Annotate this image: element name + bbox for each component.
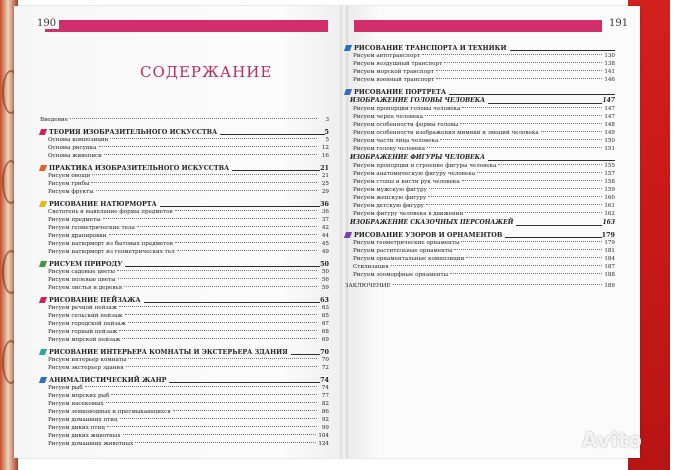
toc-section-page: 50 bbox=[320, 259, 329, 268]
toc-entry-page: 181 bbox=[604, 248, 615, 254]
dot-leader bbox=[106, 402, 317, 403]
toc-section-heading bbox=[40, 375, 329, 384]
dot-leader bbox=[429, 188, 602, 189]
dot-leader bbox=[128, 322, 317, 323]
toc-entry bbox=[345, 76, 615, 84]
toc-entry bbox=[40, 356, 329, 364]
toc-entry-label: Рисуем диких животных bbox=[48, 433, 121, 439]
dot-leader bbox=[119, 306, 317, 307]
dot-leader bbox=[70, 118, 317, 119]
toc-entry-label: Рисуем грибы bbox=[48, 181, 90, 187]
toc-entry-page: 147 bbox=[604, 106, 615, 112]
toc-section bbox=[40, 127, 329, 160]
toc-section-title: ТЕОРИЯ ИЗОБРАЗИТЕЛЬНОГО ИСКУССТВА bbox=[49, 127, 218, 136]
toc-section-title: РИСОВАНИЕ ПЕЙЗАЖА bbox=[49, 295, 141, 304]
toc-section-page: 74 bbox=[320, 375, 329, 384]
section-color-marker bbox=[39, 201, 47, 207]
toc-entry-page: 59 bbox=[321, 285, 329, 291]
toc-entry bbox=[40, 328, 329, 336]
dot-leader bbox=[461, 241, 602, 242]
toc-entry bbox=[40, 320, 329, 328]
toc-entry-page: 68 bbox=[321, 329, 329, 335]
dot-leader bbox=[460, 123, 602, 124]
heading-rule bbox=[169, 377, 320, 383]
section-color-marker bbox=[39, 165, 47, 171]
toc-entry-label: Рисуем земноводных и пресмыкающихся bbox=[48, 409, 171, 415]
toc-entry-page: 184 bbox=[604, 256, 615, 262]
toc-entry bbox=[40, 248, 329, 256]
toc-entry bbox=[345, 282, 615, 290]
section-color-marker bbox=[344, 45, 352, 51]
heading-rule bbox=[488, 98, 602, 104]
toc-entry-page: 16 bbox=[321, 153, 329, 159]
toc-section-heading bbox=[40, 163, 329, 172]
toc-entry-label: Рисуем воздушный транспорт bbox=[353, 61, 443, 67]
toc-entry-label: Введение bbox=[40, 117, 69, 123]
heading-rule bbox=[220, 129, 324, 135]
right-page-number: 191 bbox=[606, 18, 631, 29]
toc-entry bbox=[40, 240, 329, 248]
dot-leader bbox=[107, 426, 317, 427]
toc-entry-page: 36 bbox=[321, 209, 329, 215]
toc-entry-label: Рисуем орнаментальные композиции bbox=[353, 256, 465, 262]
toc-section-heading bbox=[345, 230, 615, 239]
toc-entry-page: 82 bbox=[321, 401, 329, 407]
dot-leader bbox=[444, 62, 602, 63]
toc-section bbox=[40, 295, 329, 344]
dot-leader bbox=[477, 172, 602, 173]
toc-entry-page: 160 bbox=[604, 195, 615, 201]
toc-entry bbox=[345, 113, 615, 121]
toc-entry-page: 187 bbox=[604, 264, 615, 270]
toc-entry bbox=[345, 178, 615, 186]
toc-entry-page: 130 bbox=[604, 53, 615, 59]
toc-entry-page: 3 bbox=[325, 117, 329, 123]
dot-leader bbox=[122, 338, 317, 339]
dot-leader bbox=[465, 212, 602, 213]
toc-entry bbox=[40, 364, 329, 372]
toc-entry-label: Рисуем фрукты bbox=[48, 189, 94, 195]
toc-entry bbox=[345, 202, 615, 210]
toc-entry bbox=[345, 68, 615, 76]
toc-entry bbox=[345, 263, 615, 271]
toc-entry-page: 99 bbox=[321, 425, 329, 431]
toc-entry-page: 86 bbox=[321, 409, 329, 415]
toc-entry-page: 29 bbox=[321, 189, 329, 195]
toc-entry bbox=[40, 336, 329, 344]
toc-entry-label: Рисуем морской транспорт bbox=[353, 69, 434, 75]
toc-right-column bbox=[345, 40, 615, 290]
left-header-bar bbox=[45, 20, 328, 32]
toc-entry bbox=[345, 129, 615, 137]
toc-entry-label: Рисуем детскую фигуру bbox=[353, 203, 424, 209]
toc-section bbox=[40, 259, 329, 292]
toc-entry-page: 188 bbox=[604, 272, 615, 278]
toc-entry-page: 162 bbox=[604, 211, 615, 217]
toc-subsection-title: ИЗОБРАЖЕНИЕ ГОЛОВЫ ЧЕЛОВЕКА bbox=[350, 96, 486, 104]
toc-entry-label: Стилизация bbox=[353, 264, 389, 270]
toc-entry-label: Рисуем геометрические тела bbox=[48, 225, 135, 231]
toc-section bbox=[40, 199, 329, 256]
toc-subsection-title: ИЗОБРАЖЕНИЕ ФИГУРЫ ЧЕЛОВЕКА bbox=[350, 153, 485, 161]
toc-section bbox=[40, 347, 329, 372]
dot-leader bbox=[436, 70, 603, 71]
dot-leader bbox=[99, 146, 318, 147]
toc-entry bbox=[40, 392, 329, 400]
toc-entry-label: Рисуем овощи bbox=[48, 173, 91, 179]
toc-entry bbox=[345, 105, 615, 113]
toc-entry bbox=[345, 255, 615, 263]
toc-section-title: РИСУЕМ ПРИРОДУ bbox=[49, 259, 123, 268]
toc-entry-label: Основы живописи bbox=[48, 153, 102, 159]
toc-entry-page: 70 bbox=[321, 357, 329, 363]
toc-section-heading bbox=[345, 87, 615, 96]
toc-entry-page: 138 bbox=[604, 61, 615, 67]
toc-section bbox=[345, 87, 615, 227]
dot-leader bbox=[422, 54, 602, 55]
dot-leader bbox=[103, 218, 317, 219]
dot-leader bbox=[110, 138, 317, 139]
toc-entry-label: Рисуем пропорции головы человека bbox=[353, 106, 461, 112]
toc-entry-page: 161 bbox=[604, 203, 615, 209]
toc-entry-label: Рисуем садовые цветы bbox=[48, 269, 115, 275]
toc-entry bbox=[345, 194, 615, 202]
toc-entry-label: Рисуем части лица человека bbox=[353, 138, 439, 144]
toc-entry-label: Рисуем женскую фигуру bbox=[353, 195, 427, 201]
dot-leader bbox=[124, 286, 317, 287]
toc-entry-page: 158 bbox=[604, 179, 615, 185]
toc-entry bbox=[40, 232, 329, 240]
toc-section-title: РИСОВАНИЕ УЗОРОВ И ОРНАМЕНТОВ bbox=[354, 230, 503, 239]
dot-leader bbox=[126, 366, 317, 367]
toc-entry-label: Рисуем диких птиц bbox=[48, 425, 105, 431]
toc-entry-label: Рисуем фигуру человека в движении bbox=[353, 211, 464, 217]
toc-entry-page: 21 bbox=[321, 173, 329, 179]
toc-entry bbox=[345, 137, 615, 145]
dot-leader bbox=[440, 139, 602, 140]
section-color-marker bbox=[39, 129, 47, 135]
toc-entry-page: 67 bbox=[321, 321, 329, 327]
toc-entry bbox=[40, 424, 329, 432]
section-color-marker bbox=[344, 232, 352, 238]
toc-section-title: АНИМАЛИСТИЧЕСКИЙ ЖАНР bbox=[49, 375, 167, 384]
toc-subsection-heading bbox=[350, 153, 615, 162]
toc-entry bbox=[345, 271, 615, 279]
toc-entry bbox=[40, 440, 329, 448]
dot-leader bbox=[427, 147, 602, 148]
toc-entry bbox=[345, 186, 615, 194]
toc-entry-label: Рисуем речной пейзаж bbox=[48, 305, 117, 311]
toc-entry-page: 159 bbox=[604, 187, 615, 193]
heading-rule bbox=[160, 201, 320, 207]
toc-section bbox=[345, 43, 615, 84]
toc-section-title: РИСОВАНИЕ НАТЮРМОРТА bbox=[49, 199, 157, 208]
toc-entry bbox=[345, 170, 615, 178]
toc-section-page: 63 bbox=[320, 295, 329, 304]
toc-entry-page: 104 bbox=[318, 433, 329, 439]
section-color-marker bbox=[39, 297, 47, 303]
toc-entry-page: 72 bbox=[321, 365, 329, 371]
toc-entry-page: 5 bbox=[325, 137, 329, 143]
toc-entry-page: 56 bbox=[321, 277, 329, 283]
toc-entry-page: 42 bbox=[321, 225, 329, 231]
toc-entry bbox=[40, 304, 329, 312]
toc-entry-page: 37 bbox=[321, 217, 329, 223]
section-color-marker bbox=[344, 89, 352, 95]
dot-leader bbox=[137, 226, 317, 227]
dot-leader bbox=[119, 330, 317, 331]
toc-entry-page: 146 bbox=[604, 77, 615, 83]
toc-entry-label: Рисуем череп человека bbox=[353, 114, 423, 120]
toc-entry bbox=[40, 284, 329, 292]
dot-leader bbox=[111, 394, 317, 395]
toc-entry bbox=[40, 416, 329, 424]
dot-leader bbox=[462, 180, 603, 181]
dot-leader bbox=[173, 410, 317, 411]
toc-entry-label: Рисуем интерьер комнаты bbox=[48, 357, 127, 363]
toc-entry-label: Основы композиции bbox=[48, 137, 109, 143]
toc-entry-label: Рисуем анатомическую фигуру человека bbox=[353, 171, 476, 177]
heading-rule bbox=[488, 155, 615, 161]
toc-title: СОДЕРЖАНИЕ bbox=[140, 63, 273, 81]
toc-entry-label: Рисуем натюрморт из бытовых предметов bbox=[48, 241, 173, 247]
toc-section-title: РИСОВАНИЕ ИНТЕРЬЕРА КОМНАТЫ И ЭКСТЕРЬЕРА ЗДАНИЯ bbox=[49, 347, 288, 356]
toc-entry-label: Рисуем домашних животных bbox=[48, 441, 134, 447]
toc-entry-label: Рисуем морской пейзаж bbox=[48, 337, 121, 343]
dot-leader bbox=[436, 78, 602, 79]
toc-entry bbox=[40, 188, 329, 196]
toc-entry-label: Рисуем сельский пейзаж bbox=[48, 313, 123, 319]
dot-leader bbox=[104, 154, 317, 155]
dot-leader bbox=[175, 210, 317, 211]
toc-entry bbox=[40, 208, 329, 216]
toc-entry bbox=[40, 268, 329, 276]
heading-rule bbox=[232, 165, 320, 171]
toc-section-title: ПРАКТИКА ИЗОБРАЗИТЕЛЬНОГО ИСКУССТВА bbox=[49, 163, 230, 172]
toc-section-heading bbox=[345, 43, 615, 52]
toc-entry-label: Рисуем насекомых bbox=[48, 401, 104, 407]
toc-entry bbox=[40, 400, 329, 408]
heading-rule bbox=[505, 232, 601, 238]
left-page-number: 190 bbox=[34, 18, 59, 29]
toc-entry-page: 12 bbox=[321, 145, 329, 151]
toc-section-page: 5 bbox=[324, 127, 329, 136]
toc-entry-page: 74 bbox=[321, 385, 329, 391]
toc-entry-label: Рисуем морских рыб bbox=[48, 393, 110, 399]
toc-entry-page: 150 bbox=[604, 138, 615, 144]
toc-entry-label: Основы рисунка bbox=[48, 145, 97, 151]
toc-entry bbox=[40, 116, 329, 124]
toc-entry-label: Рисуем автотранспорт bbox=[353, 53, 420, 59]
section-color-marker bbox=[39, 261, 47, 267]
toc-entry-page: 179 bbox=[604, 240, 615, 246]
toc-subsection-title: ИЗОБРАЖЕНИЕ СКАЗОЧНЫХ ПЕРСОНАЖЕЙ bbox=[350, 218, 514, 226]
toc-entry-label: Светотень и выявление формы предметов bbox=[48, 209, 173, 215]
toc-entry-page: 45 bbox=[321, 241, 329, 247]
toc-entry-label: Рисуем пропорции и строение фигуры человека bbox=[353, 163, 497, 169]
toc-entry-page: 92 bbox=[321, 417, 329, 423]
toc-entry-page: 141 bbox=[604, 69, 615, 75]
toc-entry bbox=[40, 276, 329, 284]
toc-entry bbox=[40, 180, 329, 188]
toc-section-heading bbox=[40, 199, 329, 208]
toc-entry bbox=[40, 312, 329, 320]
dot-leader bbox=[175, 242, 317, 243]
toc-section-heading bbox=[40, 295, 329, 304]
toc-section bbox=[40, 116, 329, 124]
toc-entry-page: 65 bbox=[321, 313, 329, 319]
heading-rule bbox=[144, 297, 320, 303]
toc-entry bbox=[40, 152, 329, 160]
heading-rule bbox=[449, 89, 615, 95]
dot-leader bbox=[118, 278, 317, 279]
dot-leader bbox=[96, 190, 317, 191]
dot-leader bbox=[91, 182, 317, 183]
dot-leader bbox=[498, 164, 602, 165]
toc-entry-label: Рисуем особенности изображения мимики и эмоций человека bbox=[353, 130, 539, 136]
toc-entry-label: ЗАКЛЮЧЕНИЕ bbox=[345, 283, 391, 289]
toc-subsection-page: 163 bbox=[602, 218, 615, 226]
toc-entry-label: Рисуем особенности формы головы bbox=[353, 122, 459, 128]
toc-entry-label: Рисуем горный пейзаж bbox=[48, 329, 118, 335]
dot-leader bbox=[117, 270, 317, 271]
toc-section bbox=[40, 375, 329, 448]
toc-subsection-heading bbox=[350, 96, 615, 105]
toc-section-heading bbox=[40, 259, 329, 268]
toc-subsection-page: 147 bbox=[602, 96, 615, 104]
dot-leader bbox=[177, 250, 317, 251]
toc-entry bbox=[40, 136, 329, 144]
toc-entry bbox=[345, 145, 615, 153]
toc-entry-label: Рисуем листья и деревья bbox=[48, 285, 123, 291]
toc-entry bbox=[345, 239, 615, 247]
section-color-marker bbox=[39, 349, 47, 355]
dot-leader bbox=[541, 131, 603, 132]
toc-section bbox=[40, 163, 329, 196]
toc-entry bbox=[40, 432, 329, 440]
heading-rule bbox=[291, 349, 320, 355]
toc-entry-page: 155 bbox=[604, 163, 615, 169]
dot-leader bbox=[450, 273, 602, 274]
toc-entry-label: Рисуем городской пейзаж bbox=[48, 321, 126, 327]
section-color-marker bbox=[39, 377, 47, 383]
dot-leader bbox=[135, 442, 316, 443]
dot-leader bbox=[391, 265, 603, 266]
toc-entry-page: 149 bbox=[604, 130, 615, 136]
dot-leader bbox=[92, 174, 317, 175]
toc-entry-label: Рисуем военный транспорт bbox=[353, 77, 435, 83]
toc-section-page: 36 bbox=[320, 199, 329, 208]
toc-left-column bbox=[40, 113, 329, 448]
toc-entry-label: Рисуем драпировки bbox=[48, 233, 107, 239]
toc-entry bbox=[345, 121, 615, 129]
toc-entry-label: Рисуем домашних птиц bbox=[48, 417, 118, 423]
dot-leader bbox=[466, 257, 602, 258]
toc-entry bbox=[40, 172, 329, 180]
toc-entry-page: 147 bbox=[604, 114, 615, 120]
toc-entry bbox=[40, 408, 329, 416]
dot-leader bbox=[125, 314, 317, 315]
toc-entry-page: 157 bbox=[604, 171, 615, 177]
toc-entry-label: Рисуем экстерьер здания bbox=[48, 365, 124, 371]
toc-entry bbox=[345, 60, 615, 68]
dot-leader bbox=[425, 115, 602, 116]
dot-leader bbox=[426, 204, 602, 205]
toc-entry-label: Рисуем геометрические орнаменты bbox=[353, 240, 460, 246]
toc-entry-label: Рисуем зооморфные орнаменты bbox=[353, 272, 449, 278]
toc-entry-label: Рисуем растительные орнаменты bbox=[353, 248, 453, 254]
dot-leader bbox=[428, 196, 602, 197]
toc-section-title: РИСОВАНИЕ ПОРТРЕТА bbox=[354, 87, 447, 96]
toc-section-page: 179 bbox=[601, 230, 615, 239]
dot-leader bbox=[85, 386, 317, 387]
toc-entry-label: Рисуем предметы bbox=[48, 217, 101, 223]
toc-entry-page: 69 bbox=[321, 337, 329, 343]
toc-entry-label: Рисуем мужскую фигуру bbox=[353, 187, 427, 193]
heading-rule bbox=[125, 261, 320, 267]
toc-entry-label: Рисуем стопы и кисти рук человека bbox=[353, 179, 460, 185]
toc-entry-page: 189 bbox=[604, 283, 615, 289]
toc-entry-label: Рисуем полевые цветы bbox=[48, 277, 116, 283]
dot-leader bbox=[462, 107, 602, 108]
toc-entry-label: Рисуем рыб bbox=[48, 385, 83, 391]
dot-leader bbox=[454, 249, 602, 250]
toc-entry-page: 25 bbox=[321, 181, 329, 187]
toc-section-page: 70 bbox=[320, 347, 329, 356]
toc-subsection-heading bbox=[350, 218, 615, 227]
toc-entry bbox=[40, 216, 329, 224]
dot-leader bbox=[123, 434, 317, 435]
toc-entry bbox=[345, 247, 615, 255]
right-header-bar bbox=[354, 20, 602, 32]
heading-rule bbox=[516, 220, 602, 226]
dot-leader bbox=[393, 284, 603, 285]
toc-entry-page: 124 bbox=[318, 441, 329, 447]
dot-leader bbox=[109, 234, 318, 235]
toc-section bbox=[345, 230, 615, 279]
toc-entry-page: 50 bbox=[321, 269, 329, 275]
toc-section-heading bbox=[40, 347, 329, 356]
toc-entry-page: 44 bbox=[321, 233, 329, 239]
toc-entry-page: 63 bbox=[321, 305, 329, 311]
toc-entry bbox=[345, 210, 615, 218]
dot-leader bbox=[120, 418, 317, 419]
toc-entry bbox=[345, 162, 615, 170]
toc-entry-page: 77 bbox=[321, 393, 329, 399]
dot-leader bbox=[128, 358, 317, 359]
toc-section-heading bbox=[40, 127, 329, 136]
toc-section-page: 21 bbox=[320, 163, 329, 172]
toc-entry-page: 151 bbox=[604, 146, 615, 152]
toc-entry bbox=[40, 224, 329, 232]
heading-rule bbox=[510, 45, 615, 51]
toc-section bbox=[345, 282, 615, 290]
toc-entry bbox=[40, 144, 329, 152]
toc-entry-page: 49 bbox=[321, 249, 329, 255]
toc-entry-label: Рисуем натюрморт из геометрических тел bbox=[48, 249, 175, 255]
toc-entry bbox=[40, 384, 329, 392]
toc-entry-page: 148 bbox=[604, 122, 615, 128]
toc-section-title: РИСОВАНИЕ ТРАНСПОРТА И ТЕХНИКИ bbox=[354, 43, 507, 52]
toc-entry-label: Рисуем голову человека bbox=[353, 146, 426, 152]
toc-entry bbox=[345, 52, 615, 60]
avito-watermark: Avito bbox=[582, 428, 643, 452]
